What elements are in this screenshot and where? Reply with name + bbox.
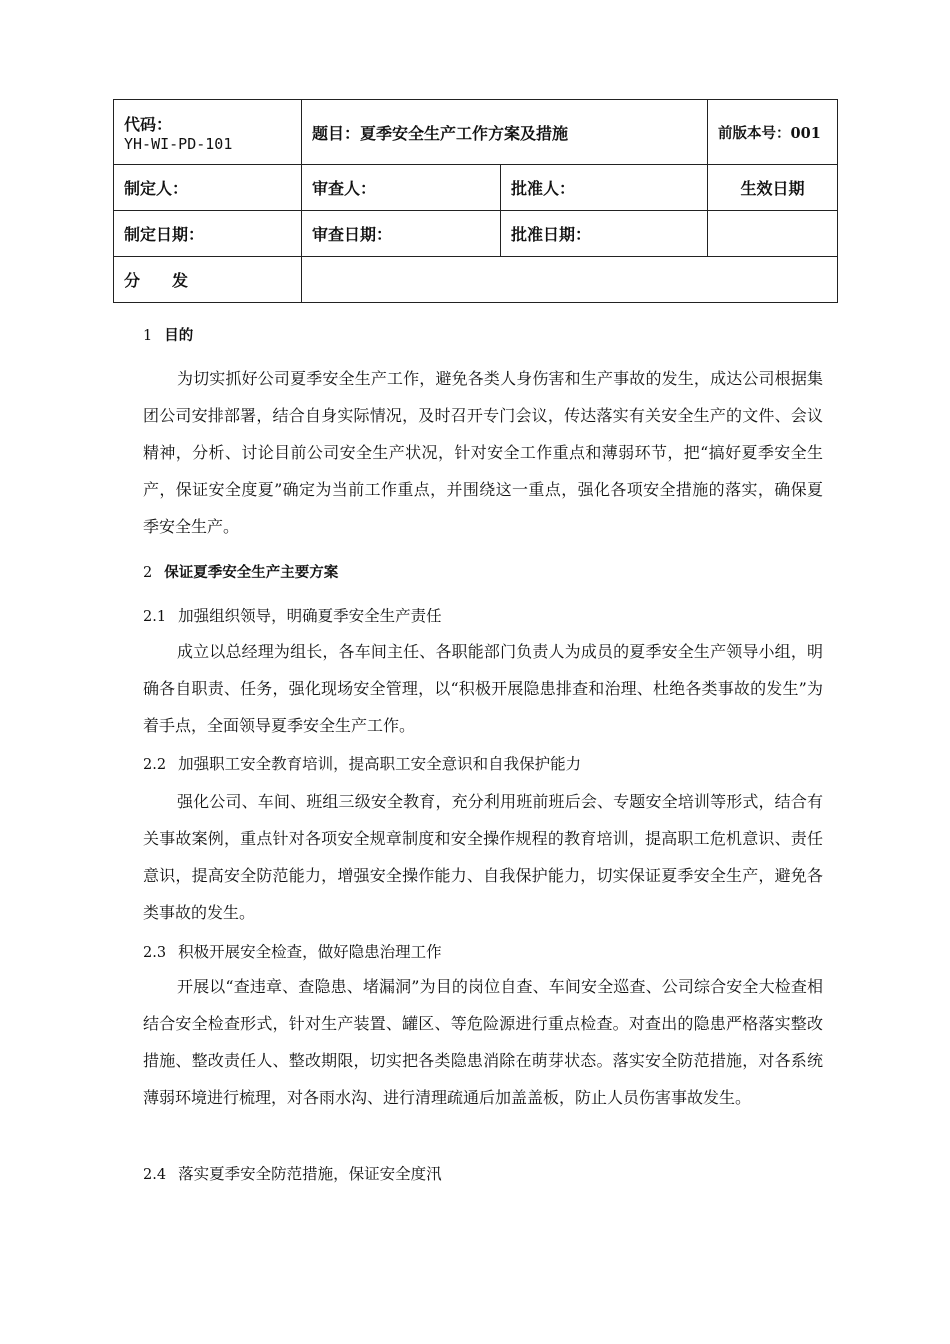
drafter-label: 制定人：: [114, 165, 302, 211]
section-1-heading: 1 目的: [143, 327, 194, 344]
document-header-table: [113, 99, 838, 303]
code-label: 代码：: [124, 114, 173, 134]
distribution-label: 分 发: [114, 257, 302, 303]
reviewer-label: 审查人：: [302, 165, 501, 211]
version-number: 前版本号：001: [708, 100, 838, 165]
section-2-4-heading: 2.4 落实夏季安全防范措施，保证安全度汛: [143, 1165, 442, 1183]
section-2-2-heading: 2.2 加强职工安全教育培训，提高职工安全意识和自我保护能力: [143, 755, 582, 773]
review-date-label: 审查日期：: [302, 211, 501, 257]
draft-date-label: 制定日期：: [114, 211, 302, 257]
section-2-1-heading: 2.1 加强组织领导，明确夏季安全生产责任: [143, 607, 442, 625]
effective-date-value: [708, 211, 838, 257]
document-title: 题目：夏季安全生产工作方案及措施: [302, 100, 708, 165]
distribution-value: [302, 257, 838, 303]
section-2-3-heading: 2.3 积极开展安全检查，做好隐患治理工作: [143, 943, 442, 961]
section-1-body: 为切实抓好公司夏季安全生产工作，避免各类人身伤害和生产事故的发生，成达公司根据集团公司安排部署，结合自身实际情况，及时召开专门会议，传达落实有关安全生产的文件、会议精神，分析、讨论目前公司安全生产状况，针对安全工作重点和薄弱环节，把“搞好夏季安全生产，保证安全度夏”确定为当前工作重点，并围绕这一重点，强化各项安全措施的落实，确保夏季安全生产。: [143, 369, 823, 536]
section-2-2-body: 强化公司、车间、班组三级安全教育，充分利用班前班后会、专题安全培训等形式，结合有关事故案例，重点针对各项安全规章制度和安全操作规程的教育培训，提高职工危机意识、责任意识，提高安全防范能力，增强安全操作能力、自我保护能力，切实保证夏季安全生产，避免各类事故的发生。: [143, 792, 823, 922]
effective-date-label: 生效日期: [708, 165, 838, 211]
section-2-3-body: 开展以“查违章、查隐患、堵漏洞”为目的岗位自查、车间安全巡查、公司综合安全大检查相结合安全检查形式，针对生产装置、罐区、等危险源进行重点检查。对查出的隐患严格落实整改措施、整改责任人、整改期限，切实把各类隐患消除在萌芽状态。落实安全防范措施，对各系统薄弱环境进行梳理，对各雨水沟、进行清理疏通后加盖盖板，防止人员伤害事故发生。: [143, 977, 823, 1107]
section-2-heading: 2 保证夏季安全生产主要方案: [143, 564, 339, 581]
approver-label: 批准人：: [501, 165, 708, 211]
approve-date-label: 批准日期：: [501, 211, 708, 257]
section-2-1-body: 成立以总经理为组长，各车间主任、各职能部门负责人为成员的夏季安全生产领导小组，明确各自职责、任务，强化现场安全管理，以“积极开展隐患排查和治理、杜绝各类事故的发生”为着手点，全面领导夏季安全生产工作。: [143, 642, 823, 735]
code-cell: [114, 100, 302, 165]
code-value: YH-WI-PD-101: [124, 134, 233, 153]
